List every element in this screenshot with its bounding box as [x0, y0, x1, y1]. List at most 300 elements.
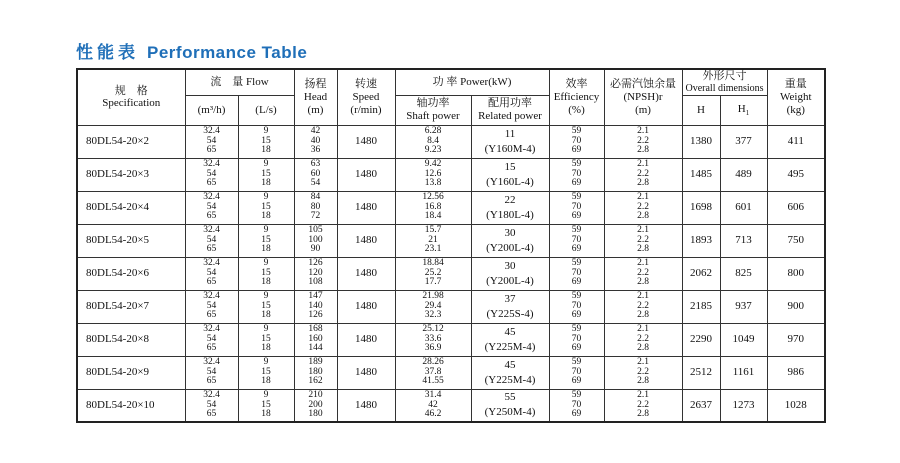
- cell-head-value: 126: [308, 258, 323, 269]
- cell-shaft-power: [395, 158, 471, 191]
- cell-npsh-value: 2.2: [637, 234, 649, 245]
- header-npsh-unit: (m): [635, 103, 651, 116]
- cell-head: [294, 125, 337, 158]
- cell-spec: 80DL54-20×10: [77, 389, 185, 422]
- cell-flow-ls-value: 18: [261, 343, 271, 354]
- page-title: [76, 38, 307, 63]
- cell-efficiency-value: 59: [571, 126, 582, 137]
- cell-head: [294, 323, 337, 356]
- cell-dim-h1: 937: [720, 290, 767, 323]
- table-row: [77, 290, 825, 323]
- cell-flow-m3h: [185, 224, 238, 257]
- cell-head: [294, 257, 337, 290]
- cell-efficiency-value: 69: [571, 178, 582, 189]
- cell-related-kw: 30: [504, 226, 516, 239]
- cell-flow-ls-value: 9: [263, 192, 269, 203]
- cell-head-value: 36: [310, 145, 321, 156]
- header-eff-cn: 效率: [565, 78, 588, 91]
- cell-head-value: 180: [308, 366, 323, 377]
- cell-shaft-power-value: 32.3: [424, 310, 442, 321]
- cell-efficiency-value: 59: [571, 159, 582, 170]
- cell-head-value: 84: [310, 192, 321, 203]
- cell-speed: 1480: [337, 356, 395, 389]
- cell-head-value: 100: [308, 234, 323, 245]
- cell-npsh-value: 2.2: [637, 333, 649, 344]
- cell-weight: 411: [767, 125, 825, 158]
- cell-efficiency-value: 70: [571, 168, 582, 179]
- table-row: [77, 224, 825, 257]
- cell-motor-model: (Y160L-4): [486, 175, 534, 188]
- cell-motor-model: (Y225M-4): [484, 373, 536, 386]
- header-npsh-cn: 必需汽蚀余量: [610, 78, 677, 91]
- cell-flow-m3h-value: 54: [206, 300, 217, 311]
- cell-dim-h: 2290: [682, 323, 720, 356]
- cell-motor-model: (Y180L-4): [486, 208, 534, 221]
- cell-related-kw: 15: [504, 160, 516, 173]
- cell-npsh-value: 2.1: [637, 192, 649, 203]
- cell-shaft-power-value: 9.42: [424, 159, 442, 170]
- cell-shaft-power: [395, 356, 471, 389]
- cell-flow-ls-value: 18: [261, 244, 271, 255]
- cell-spec: 80DL54-20×9: [77, 356, 185, 389]
- cell-spec: 80DL54-20×3: [77, 158, 185, 191]
- header-eff-unit: (%): [568, 103, 585, 116]
- cell-shaft-power-value: 9.23: [424, 145, 442, 156]
- cell-efficiency-value: 69: [571, 310, 582, 321]
- cell-weight: 900: [767, 290, 825, 323]
- cell-npsh: [604, 356, 682, 389]
- cell-efficiency-value: 70: [571, 333, 582, 344]
- cell-flow-ls-value: 15: [261, 366, 271, 377]
- cell-head-value: 126: [308, 310, 323, 321]
- cell-flow-ls-value: 18: [261, 178, 271, 189]
- cell-flow-ls-value: 15: [261, 135, 271, 146]
- cell-shaft-power-value: 18.84: [422, 258, 444, 269]
- cell-npsh: [604, 191, 682, 224]
- cell-related-kw: 55: [504, 391, 516, 404]
- table-row: [77, 356, 825, 389]
- cell-flow-m3h-value: 65: [206, 376, 217, 387]
- cell-flow-m3h-value: 32.4: [203, 324, 220, 335]
- cell-shaft-power: [395, 290, 471, 323]
- cell-head-value: 168: [308, 324, 323, 335]
- cell-flow-m3h-value: 54: [206, 234, 217, 245]
- cell-motor-model: (Y250M-4): [484, 406, 536, 419]
- cell-related-kw: 30: [504, 259, 516, 272]
- cell-speed: 1480: [337, 257, 395, 290]
- header-spec: [77, 69, 185, 125]
- cell-flow-ls-value: 9: [263, 258, 269, 269]
- cell-flow-m3h: [185, 290, 238, 323]
- cell-efficiency: [549, 356, 604, 389]
- cell-flow-ls-value: 9: [263, 390, 269, 400]
- cell-efficiency-value: 69: [571, 277, 582, 288]
- cell-dim-h1: 489: [720, 158, 767, 191]
- cell-flow-ls-value: 15: [261, 234, 271, 245]
- cell-flow-ls: [238, 224, 294, 257]
- cell-dim-h: 2512: [682, 356, 720, 389]
- header-power: 功 率 Power(kW): [395, 69, 549, 95]
- cell-shaft-power-value: 41.55: [422, 376, 444, 387]
- cell-spec: 80DL54-20×4: [77, 191, 185, 224]
- cell-flow-ls: [238, 389, 294, 422]
- cell-shaft-power: [395, 257, 471, 290]
- cell-head-value: 60: [310, 168, 321, 179]
- cell-speed: 1480: [337, 191, 395, 224]
- cell-npsh-value: 2.1: [637, 159, 649, 170]
- cell-efficiency-value: 69: [571, 376, 582, 387]
- cell-dim-h: 2185: [682, 290, 720, 323]
- cell-npsh: [604, 125, 682, 158]
- cell-flow-m3h-value: 54: [206, 366, 217, 377]
- cell-weight: 495: [767, 158, 825, 191]
- header-flow-m3h: (m³/h): [185, 95, 238, 125]
- cell-flow-m3h-value: 65: [206, 310, 217, 321]
- cell-weight: 606: [767, 191, 825, 224]
- header-dim-h1: [720, 95, 767, 125]
- cell-efficiency-value: 69: [571, 145, 582, 156]
- cell-spec: 80DL54-20×6: [77, 257, 185, 290]
- cell-head-value: 160: [308, 333, 323, 344]
- cell-related-power: [471, 224, 549, 257]
- cell-efficiency: [549, 323, 604, 356]
- cell-efficiency: [549, 290, 604, 323]
- cell-flow-m3h-value: 32.4: [203, 225, 220, 236]
- cell-shaft-power-value: 17.7: [424, 277, 442, 288]
- cell-head-value: 63: [310, 159, 321, 170]
- cell-flow-m3h-value: 32.4: [203, 357, 220, 368]
- cell-npsh: [604, 323, 682, 356]
- cell-shaft-power-value: 16.8: [424, 201, 442, 212]
- cell-npsh-value: 2.8: [637, 376, 649, 387]
- header-npsh-en: (NPSH)r: [623, 90, 663, 103]
- cell-dim-h1: 713: [720, 224, 767, 257]
- cell-shaft-power-value: 8.4: [427, 135, 439, 146]
- cell-flow-m3h-value: 54: [206, 399, 217, 410]
- cell-shaft-power-value: 46.2: [424, 409, 442, 419]
- cell-flow-ls: [238, 356, 294, 389]
- header-shaft-en: Shaft power: [406, 110, 460, 122]
- cell-flow-m3h: [185, 191, 238, 224]
- cell-efficiency-value: 69: [571, 409, 582, 419]
- cell-dim-h: 1380: [682, 125, 720, 158]
- cell-related-power: [471, 257, 549, 290]
- cell-related-power: [471, 356, 549, 389]
- cell-flow-m3h-value: 32.4: [203, 192, 220, 203]
- cell-efficiency-value: 70: [571, 366, 582, 377]
- cell-motor-model: (Y160M-4): [484, 142, 536, 155]
- title-cn: 性能表: [76, 43, 139, 62]
- cell-flow-ls-value: 18: [261, 310, 271, 321]
- cell-flow-ls-value: 18: [261, 145, 271, 156]
- cell-flow-m3h: [185, 158, 238, 191]
- cell-npsh-value: 2.2: [637, 300, 649, 311]
- cell-shaft-power: [395, 125, 471, 158]
- table-row: [77, 191, 825, 224]
- cell-shaft-power-value: 42: [428, 399, 438, 410]
- cell-flow-ls-value: 9: [263, 324, 269, 335]
- cell-efficiency-value: 70: [571, 399, 582, 410]
- cell-npsh-value: 2.2: [637, 366, 649, 377]
- cell-npsh-value: 2.8: [637, 211, 649, 222]
- cell-flow-m3h: [185, 125, 238, 158]
- cell-dim-h: 1698: [682, 191, 720, 224]
- table-row: [77, 158, 825, 191]
- cell-related-power: [471, 158, 549, 191]
- cell-flow-m3h-value: 65: [206, 211, 217, 222]
- cell-efficiency-value: 59: [571, 357, 582, 368]
- cell-flow-ls-value: 15: [261, 168, 271, 179]
- cell-efficiency-value: 70: [571, 201, 582, 212]
- cell-head-value: 108: [308, 277, 323, 288]
- cell-flow-m3h-value: 65: [206, 178, 217, 189]
- cell-spec: 80DL54-20×7: [77, 290, 185, 323]
- table-row: [77, 257, 825, 290]
- cell-flow-ls-value: 18: [261, 376, 271, 387]
- cell-shaft-power-value: 37.8: [424, 366, 442, 377]
- cell-npsh-value: 2.2: [637, 168, 649, 179]
- table-row: [77, 389, 825, 422]
- cell-npsh-value: 2.8: [637, 145, 649, 156]
- cell-dim-h1: 1161: [720, 356, 767, 389]
- cell-flow-m3h-value: 65: [206, 343, 217, 354]
- cell-efficiency-value: 59: [571, 192, 582, 203]
- header-head-unit: (m): [307, 103, 324, 116]
- cell-dim-h: 1893: [682, 224, 720, 257]
- cell-flow-m3h-value: 54: [206, 201, 217, 212]
- cell-weight: 750: [767, 224, 825, 257]
- cell-efficiency: [549, 191, 604, 224]
- cell-shaft-power: [395, 191, 471, 224]
- header-efficiency: [549, 69, 604, 125]
- header-shaft-cn: 轴功率: [416, 97, 450, 110]
- title-en: Performance Table: [147, 43, 308, 62]
- cell-flow-m3h-value: 65: [206, 145, 217, 156]
- cell-efficiency-value: 59: [571, 390, 582, 400]
- cell-head: [294, 356, 337, 389]
- cell-speed: 1480: [337, 158, 395, 191]
- cell-shaft-power: [395, 389, 471, 422]
- cell-npsh: [604, 158, 682, 191]
- cell-head-value: 40: [310, 135, 321, 146]
- cell-related-kw: 22: [504, 193, 516, 206]
- cell-efficiency-value: 59: [571, 225, 582, 236]
- cell-flow-m3h-value: 32.4: [203, 126, 220, 137]
- header-dims-cn: 外形尺寸: [702, 70, 747, 83]
- cell-flow-ls-value: 15: [261, 399, 271, 410]
- cell-efficiency-value: 70: [571, 135, 582, 146]
- cell-spec: 80DL54-20×8: [77, 323, 185, 356]
- header-spec-cn: 规 格: [114, 84, 148, 97]
- cell-npsh-value: 2.1: [637, 324, 649, 335]
- cell-efficiency-value: 70: [571, 300, 582, 311]
- cell-head: [294, 224, 337, 257]
- cell-head-value: 162: [308, 376, 323, 387]
- cell-head-value: 80: [310, 201, 321, 212]
- cell-efficiency-value: 69: [571, 343, 582, 354]
- cell-dim-h1: 601: [720, 191, 767, 224]
- header-dimensions: [682, 69, 767, 95]
- cell-flow-ls-value: 15: [261, 267, 271, 278]
- cell-shaft-power-value: 21.98: [422, 291, 444, 302]
- cell-shaft-power: [395, 224, 471, 257]
- cell-flow-m3h: [185, 389, 238, 422]
- cell-flow-ls-value: 15: [261, 333, 271, 344]
- cell-flow-ls-value: 9: [263, 225, 269, 236]
- cell-head-value: 105: [308, 225, 323, 236]
- cell-head: [294, 158, 337, 191]
- cell-shaft-power-value: 15.7: [424, 225, 442, 236]
- cell-dim-h1: 1049: [720, 323, 767, 356]
- header-weight-unit: (kg): [786, 103, 805, 116]
- cell-related-power: [471, 389, 549, 422]
- cell-flow-m3h: [185, 356, 238, 389]
- cell-npsh-value: 2.1: [637, 390, 649, 400]
- cell-shaft-power-value: 31.4: [424, 390, 442, 400]
- cell-shaft-power-value: 25.2: [424, 267, 442, 278]
- table-row: [77, 323, 825, 356]
- cell-flow-ls-value: 18: [261, 277, 271, 288]
- cell-related-kw: 37: [504, 292, 516, 305]
- cell-flow-ls: [238, 191, 294, 224]
- cell-head-value: 72: [310, 211, 321, 222]
- cell-shaft-power-value: 21: [428, 234, 438, 245]
- cell-efficiency-value: 59: [571, 324, 582, 335]
- header-weight-en: Weight: [780, 90, 812, 103]
- table-body: [77, 125, 825, 422]
- cell-efficiency-value: 59: [571, 291, 582, 302]
- cell-flow-ls: [238, 125, 294, 158]
- cell-shaft-power-value: 18.4: [424, 211, 442, 222]
- cell-flow-m3h-value: 32.4: [203, 258, 220, 269]
- cell-dim-h1: 825: [720, 257, 767, 290]
- header-related-power: [471, 95, 549, 125]
- cell-flow-m3h-value: 65: [206, 277, 217, 288]
- cell-flow-m3h-value: 54: [206, 333, 217, 344]
- cell-npsh-value: 2.8: [637, 310, 649, 321]
- cell-shaft-power-value: 36.9: [424, 343, 442, 354]
- cell-motor-model: (Y225S-4): [486, 307, 534, 320]
- cell-npsh-value: 2.1: [637, 225, 649, 236]
- cell-head-value: 90: [310, 244, 321, 255]
- cell-shaft-power-value: 12.6: [424, 168, 442, 179]
- cell-shaft-power-value: 23.1: [424, 244, 442, 255]
- cell-head: [294, 191, 337, 224]
- cell-weight: 970: [767, 323, 825, 356]
- cell-speed: 1480: [337, 389, 395, 422]
- cell-shaft-power-value: 6.28: [424, 126, 442, 137]
- header-speed: [337, 69, 395, 125]
- cell-flow-m3h-value: 32.4: [203, 390, 220, 400]
- cell-efficiency-value: 70: [571, 267, 582, 278]
- cell-npsh-value: 2.1: [637, 357, 649, 368]
- cell-speed: 1480: [337, 290, 395, 323]
- header-npsh: [604, 69, 682, 125]
- cell-related-kw: 45: [504, 325, 516, 338]
- header-related-cn: 配用功率: [488, 97, 532, 110]
- cell-npsh: [604, 290, 682, 323]
- cell-flow-m3h-value: 54: [206, 135, 217, 146]
- cell-flow-ls-value: 18: [261, 211, 271, 222]
- cell-efficiency-value: 59: [571, 258, 582, 269]
- cell-flow-ls-value: 15: [261, 201, 271, 212]
- header-spec-en: Specification: [102, 97, 161, 110]
- cell-dim-h: 2062: [682, 257, 720, 290]
- cell-related-power: [471, 290, 549, 323]
- header-flow-ls: (L/s): [238, 95, 294, 125]
- header-dim-h1-label: H: [737, 102, 746, 115]
- cell-related-power: [471, 125, 549, 158]
- cell-npsh-value: 2.1: [637, 258, 649, 269]
- cell-head-value: 140: [308, 300, 323, 311]
- cell-efficiency: [549, 125, 604, 158]
- header-speed-unit: (r/min): [350, 103, 382, 116]
- cell-dim-h: 2637: [682, 389, 720, 422]
- cell-npsh: [604, 389, 682, 422]
- cell-shaft-power-value: 33.6: [424, 333, 442, 344]
- cell-head-value: 120: [308, 267, 323, 278]
- cell-npsh-value: 2.2: [637, 267, 649, 278]
- table-row: [77, 125, 825, 158]
- cell-dim-h: 1485: [682, 158, 720, 191]
- header-dims-en: Overall dimensions: [685, 82, 764, 94]
- cell-npsh-value: 2.1: [637, 126, 649, 137]
- cell-npsh: [604, 224, 682, 257]
- header-flow: 流 量 Flow: [185, 69, 294, 95]
- cell-efficiency-value: 69: [571, 244, 582, 255]
- cell-head-value: 144: [308, 343, 323, 354]
- header-dim-h1-sub: 1: [745, 109, 750, 118]
- cell-head-value: 210: [308, 390, 323, 400]
- cell-weight: 1028: [767, 389, 825, 422]
- cell-npsh-value: 2.1: [637, 291, 649, 302]
- cell-npsh-value: 2.8: [637, 244, 649, 255]
- cell-flow-m3h-value: 65: [206, 244, 217, 255]
- cell-flow-ls: [238, 158, 294, 191]
- cell-speed: 1480: [337, 224, 395, 257]
- cell-head: [294, 290, 337, 323]
- cell-npsh-value: 2.8: [637, 343, 649, 354]
- cell-efficiency: [549, 158, 604, 191]
- cell-npsh-value: 2.8: [637, 409, 649, 419]
- cell-motor-model: (Y200L-4): [486, 241, 534, 254]
- header-speed-cn: 转速: [355, 78, 377, 91]
- cell-related-power: [471, 323, 549, 356]
- cell-flow-ls: [238, 323, 294, 356]
- cell-speed: 1480: [337, 125, 395, 158]
- cell-npsh-value: 2.2: [637, 135, 649, 146]
- cell-related-kw: 11: [504, 127, 516, 140]
- cell-flow-ls-value: 9: [263, 159, 269, 170]
- cell-flow-ls: [238, 290, 294, 323]
- cell-npsh: [604, 257, 682, 290]
- cell-npsh-value: 2.2: [637, 201, 649, 212]
- cell-flow-ls-value: 15: [261, 300, 271, 311]
- cell-flow-ls-value: 9: [263, 291, 269, 302]
- cell-shaft-power-value: 25.12: [422, 324, 444, 335]
- cell-npsh-value: 2.8: [637, 277, 649, 288]
- cell-flow-m3h: [185, 257, 238, 290]
- cell-dim-h1: 1273: [720, 389, 767, 422]
- cell-head-value: 42: [310, 126, 321, 137]
- cell-head-value: 180: [308, 409, 323, 419]
- cell-motor-model: (Y200L-4): [486, 274, 534, 287]
- cell-related-kw: 45: [504, 358, 516, 371]
- cell-npsh-value: 2.2: [637, 399, 649, 410]
- cell-efficiency: [549, 224, 604, 257]
- cell-flow-m3h-value: 54: [206, 168, 217, 179]
- header-speed-en: Speed: [352, 90, 380, 103]
